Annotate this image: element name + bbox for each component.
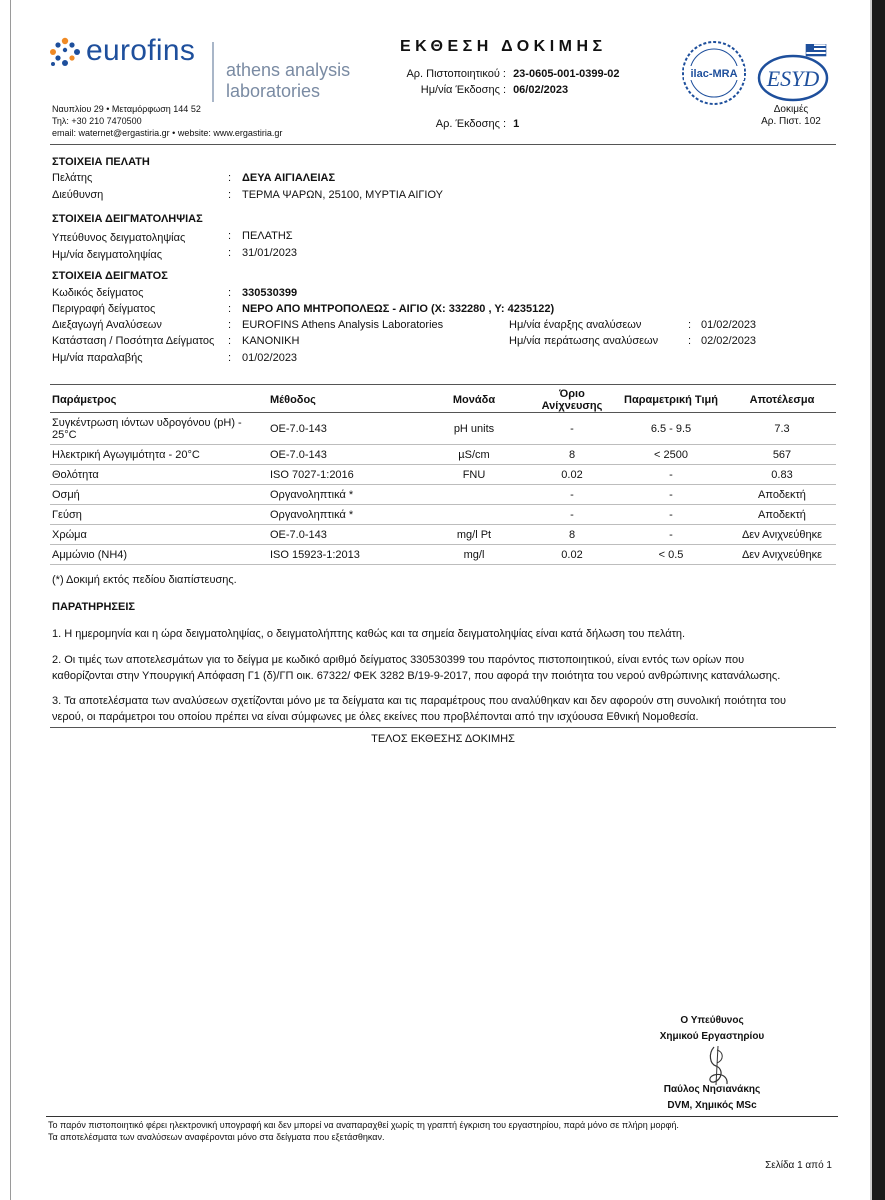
sampling-date-label: Ημ/νία δειγματοληψίας — [52, 249, 163, 261]
table-row — [50, 545, 836, 565]
cell-unit — [418, 505, 530, 525]
client-label: Πελάτης — [52, 172, 93, 184]
eurofins-logo-icon — [48, 36, 82, 70]
remark-3 — [52, 694, 842, 724]
cell-unit: µS/cm — [418, 445, 530, 465]
col-header-parametric-value: Παραμετρική Τιμή — [614, 388, 728, 413]
analysis-end-value: 02/02/2023 — [701, 335, 757, 347]
cert-number-label: Αρ. Πιστοποιητικού : — [406, 68, 506, 80]
cell-parameter: Συγκέντρωση ιόντων υδρογόνου (pH) - 25°C — [50, 413, 268, 445]
col-header-unit: Μονάδα — [418, 388, 530, 413]
cell-unit — [418, 485, 530, 505]
cell-parameter: Αμμώνιο (NH4) — [50, 545, 268, 565]
cert-number-value: 23-0605-001-0399-02 — [513, 68, 620, 80]
remark-2-line-1: 2. Οι τιμές των αποτελεσμάτων για το δείγμα με κωδικό αριθμό δείγματος 330530399 του παρόντος πιστοποιητικού, είναι εντός των ορίων που — [52, 654, 745, 666]
footer-line-2: Τα αποτελέσματα των αναλύσεων αναφέρονται μόνο στα δείγματα που εξετάσθηκαν. — [48, 1132, 385, 1142]
cell-detection-limit: - — [530, 485, 614, 505]
issue-number-value: 1 — [513, 118, 520, 130]
col-header-detection-limit: Όριο Ανίχνευσης — [530, 388, 614, 413]
client-section-title: ΣΤΟΙΧΕΙΑ ΠΕΛΑΤΗ — [52, 156, 150, 168]
sample-description-value: ΝΕΡΟ ΑΠΟ ΜΗΤΡΟΠΟΛΕΩΣ - ΑΙΓΙΟ (X: 332280 , Y: 4235122) — [242, 303, 555, 315]
cell-result: Δεν Ανιχνεύθηκε — [728, 545, 836, 565]
cell-parametric-value: - — [614, 465, 728, 485]
issue-date-label: Ημ/νία Έκδοσης : — [420, 84, 506, 96]
analysis-start-label: Ημ/νία έναρξης αναλύσεων — [509, 319, 642, 331]
results-table — [50, 388, 836, 565]
cell-parameter: Οσμή — [50, 485, 268, 505]
analysis-end-label: Ημ/νία περάτωσης αναλύσεων — [509, 335, 659, 347]
cell-method: ΟΕ-7.0-143 — [268, 445, 418, 465]
cell-unit: mg/l Pt — [418, 525, 530, 545]
colon: : — [688, 335, 692, 347]
cell-method: ΟΕ-7.0-143 — [268, 413, 418, 445]
page-number: Σελίδα 1 από 1 — [765, 1160, 832, 1171]
signatory-credentials: DVM, Χημικός MSc — [667, 1100, 757, 1111]
colon: : — [228, 247, 232, 259]
logo-subtitle-line1: athens analysis — [226, 60, 351, 80]
signatory-role-line-2: Χημικού Εργαστηρίου — [659, 1031, 765, 1042]
remark-3-line-2: νερού, οι παράμετροι του οποίου πρέπει να είναι σύμφωνες με όλες εκείνες που προβλέπονται από την ισχύουσα Εθνική Νομοθεσία. — [52, 711, 699, 723]
sample-code-value: 330530399 — [242, 287, 298, 299]
cell-detection-limit: 8 — [530, 525, 614, 545]
cell-detection-limit: - — [530, 505, 614, 525]
colon: : — [228, 172, 232, 184]
document-title: ΕΚΘΕΣΗ ΔΟΚΙΜΗΣ — [400, 38, 607, 55]
accreditation-line-2: Αρ. Πιστ. 102 — [761, 116, 821, 127]
issue-number-row — [356, 117, 519, 131]
col-header-result: Αποτέλεσμα — [728, 388, 836, 413]
issue-number-label: Αρ. Έκδοσης : — [435, 118, 506, 130]
cell-method: Οργανοληπτικά * — [268, 485, 418, 505]
remark-1-text: 1. Η ημερομηνία και η ώρα δειγματοληψίας, ο δειγματολήπτης καθώς και τα σημεία δειγματοληψίας είναι κατά δήλωση του πελάτη. — [52, 628, 686, 640]
esyd-badge-icon — [756, 44, 830, 104]
receipt-date-value: 01/02/2023 — [242, 352, 298, 364]
logo-name: eurofins — [86, 34, 196, 67]
analysis-start-value: 01/02/2023 — [701, 319, 757, 331]
cell-unit: pH units — [418, 413, 530, 445]
logo-divider — [212, 42, 214, 102]
colon: : — [228, 319, 232, 331]
table-row — [50, 445, 836, 465]
accreditation-caption — [746, 104, 836, 128]
cell-parametric-value: 6.5 - 9.5 — [614, 413, 728, 445]
sampling-section-title: ΣΤΟΙΧΕΙΑ ΔΕΙΓΜΑΤΟΛΗΨΙΑΣ — [52, 213, 203, 225]
cell-parametric-value: - — [614, 485, 728, 505]
client-value: ΔΕΥΑ ΑΙΓΙΑΛΕΙΑΣ — [242, 172, 336, 184]
viewer-edge — [872, 0, 885, 1200]
signature-mark-icon — [700, 1044, 736, 1086]
cell-method: ISO 7027-1:2016 — [268, 465, 418, 485]
sample-section-title: ΣΤΟΙΧΕΙΑ ΔΕΙΓΜΑΤΟΣ — [52, 270, 168, 282]
ilac-text: ilac-MRA — [690, 68, 738, 80]
cell-result: 7.3 — [728, 413, 836, 445]
results-top-rule — [50, 384, 836, 385]
cell-parameter: Γεύση — [50, 505, 268, 525]
sample-condition-value: ΚΑΝΟΝΙΚΗ — [242, 335, 300, 347]
colon: : — [228, 303, 232, 315]
page-border-left — [10, 0, 11, 1200]
colon: : — [688, 319, 692, 331]
signatory-name: Παύλος Νησιανάκης — [663, 1084, 761, 1095]
remark-2 — [52, 653, 842, 683]
lab-address — [52, 103, 282, 139]
table-row — [50, 465, 836, 485]
end-of-report: ΤΕΛΟΣ ΕΚΘΕΣΗΣ ΔΟΚΙΜΗΣ — [371, 733, 515, 745]
table-row — [50, 485, 836, 505]
analysis-lab-label: Διεξαγωγή Αναλύσεων — [52, 319, 162, 331]
table-row — [50, 525, 836, 545]
header-divider — [50, 144, 836, 145]
ilac-mra-badge-icon — [680, 40, 748, 106]
col-header-method: Μέθοδος — [268, 388, 418, 413]
sample-code-label: Κωδικός δείγματος — [52, 287, 144, 299]
address-line-1: Ναυπλίου 29 • Μεταμόρφωση 144 52 — [52, 104, 201, 114]
address-line-3: email: waternet@ergastiria.gr • website: www.ergastiria.gr — [52, 128, 283, 138]
colon: : — [228, 287, 232, 299]
footer-rule — [46, 1116, 838, 1117]
logo-subtitle-line2: laboratories — [226, 81, 321, 101]
accreditation-line-1: Δοκιμές — [773, 104, 809, 115]
cell-detection-limit: 8 — [530, 445, 614, 465]
address-line-2: Τηλ: +30 210 7470500 — [52, 116, 142, 126]
cell-method: ΟΕ-7.0-143 — [268, 525, 418, 545]
cell-parametric-value: < 0.5 — [614, 545, 728, 565]
cell-result: 567 — [728, 445, 836, 465]
cell-detection-limit: 0.02 — [530, 545, 614, 565]
sampling-date-value: 31/01/2023 — [242, 247, 298, 259]
cell-result: Αποδεκτή — [728, 485, 836, 505]
cell-parameter: Ηλεκτρική Αγωγιμότητα - 20°C — [50, 445, 268, 465]
address-value: ΤΕΡΜΑ ΨΑΡΩΝ, 25100, ΜΥΡΤΙΑ ΑΙΓΙΟΥ — [242, 189, 444, 201]
sample-description-label: Περιγραφή δείγματος — [52, 303, 156, 315]
colon: : — [228, 189, 232, 201]
logo-subtitle — [226, 60, 350, 102]
remark-3-line-1: 3. Τα αποτελέσματα των αναλύσεων σχετίζονται μόνο με τα δείγματα και τις παραμέτρους που αναλύθηκαν και δεν αφορούν στη συνολική ποιότητα του — [52, 695, 787, 707]
address-label: Διεύθυνση — [52, 189, 104, 201]
signatory-role-line-1: Ο Υπεύθυνος — [680, 1015, 744, 1026]
remarks-title: ΠΑΡΑΤΗΡΗΣΕΙΣ — [52, 601, 135, 613]
cell-unit: mg/l — [418, 545, 530, 565]
remark-2-line-2: καθορίζονται στην Υπουργική Απόφαση Γ1 (δ)/ΓΠ οικ. 67322/ ΦΕΚ 3282 Β/19-9-2017, που αφορά την ποιότητα του νερού ανθρώπινης κατανάλωσης. — [52, 670, 781, 682]
table-footnote: (*) Δοκιμή εκτός πεδίου διαπίστευσης. — [52, 574, 237, 586]
sample-condition-label: Κατάσταση / Ποσότητα Δείγματος — [52, 335, 215, 347]
colon: : — [228, 335, 232, 347]
cell-result: 0.83 — [728, 465, 836, 485]
esyd-text: ESYD — [766, 66, 820, 91]
cell-parametric-value: < 2500 — [614, 445, 728, 465]
cell-parameter: Χρώμα — [50, 525, 268, 545]
cell-method: Οργανοληπτικά * — [268, 505, 418, 525]
colon: : — [228, 230, 232, 242]
issue-date-row — [356, 83, 568, 97]
analysis-lab-value: EUROFINS Athens Analysis Laboratories — [242, 319, 444, 331]
cell-parametric-value: - — [614, 505, 728, 525]
cell-result: Δεν Ανιχνεύθηκε — [728, 525, 836, 545]
cell-unit: FNU — [418, 465, 530, 485]
cell-detection-limit: - — [530, 413, 614, 445]
cell-parametric-value: - — [614, 525, 728, 545]
table-row — [50, 413, 836, 445]
cell-parameter: Θολότητα — [50, 465, 268, 485]
remark-1 — [52, 627, 842, 641]
colon: : — [228, 352, 232, 364]
table-row — [50, 505, 836, 525]
results-header-row — [50, 388, 836, 413]
cell-result: Αποδεκτή — [728, 505, 836, 525]
receipt-date-label: Ημ/νία παραλαβής — [52, 352, 143, 364]
issue-date-value: 06/02/2023 — [513, 84, 569, 96]
remarks-bottom-rule — [50, 727, 836, 728]
sampling-responsible-value: ΠΕΛΑΤΗΣ — [242, 230, 293, 242]
cell-method: ISO 15923-1:2013 — [268, 545, 418, 565]
col-header-parameter: Παράμετρος — [50, 388, 268, 413]
cert-number-row — [356, 67, 619, 81]
cell-detection-limit: 0.02 — [530, 465, 614, 485]
footer-line-1: Το παρόν πιστοποιητικό φέρει ηλεκτρονική υπογραφή και δεν μπορεί να αναπαραχθεί χωρίς τη γραπτή έγκριση του εργαστηρίου, παρά μόνο σε πλήρη μορφή. — [48, 1120, 679, 1130]
sampling-responsible-label: Υπεύθυνος δειγματοληψίας — [52, 232, 186, 244]
